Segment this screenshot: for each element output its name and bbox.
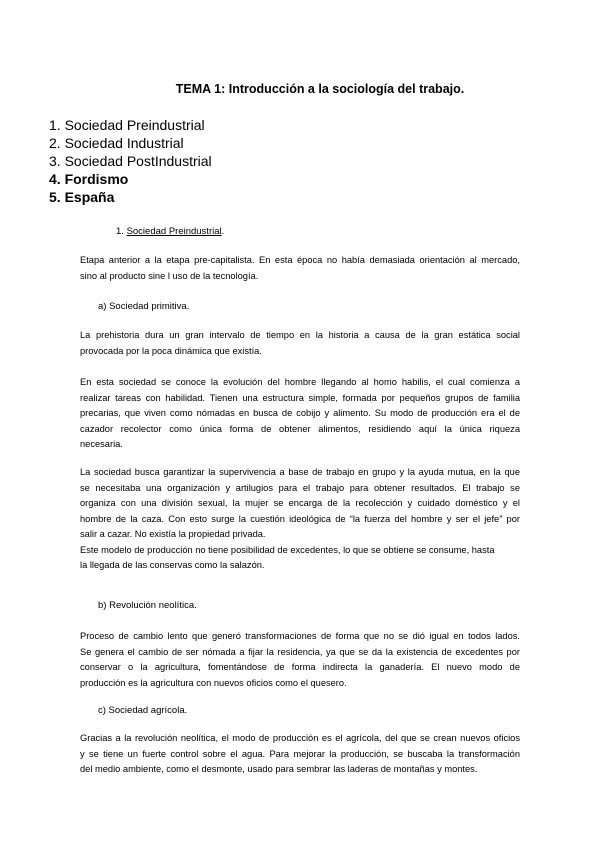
text-line: necesaria. [80, 439, 123, 449]
toc-item: 2. Sociedad Industrial [49, 135, 184, 151]
paragraph-a2 [80, 375, 520, 453]
paragraph-intro [80, 253, 520, 284]
toc-item: 1. Sociedad Preindustrial [49, 117, 205, 133]
text-line: cazador recolector como única forma de obtener alimentos, residiendo aquí la única riqueza [80, 423, 520, 434]
text-line: conservar o la agricultura, fomentándose de forma indirecta la ganadería. El nuevo modo de [80, 662, 520, 672]
table-of-contents [49, 116, 212, 206]
section-suffix: . [221, 226, 225, 237]
subheading-c: c) Sociedad agrícola. [98, 705, 188, 716]
text-line: la llegada de las conservas como la salazón. [80, 560, 265, 570]
text-line: organiza con una división sexual, la mujer se encarga de la recolección y cuidado doméstico y el [80, 498, 520, 508]
section-number: 1. [116, 226, 127, 237]
toc-item: 3. Sociedad PostIndustrial [49, 153, 212, 169]
text-line: precarias, que viven como nómadas en busca de cobijo y alimento. Su modo de producción era el de [80, 408, 520, 418]
text-line: La prehistoria dura un gran intervalo de tiempo en la historia a causa de la gran estática social [80, 330, 520, 340]
text-line: se necesitaba una organización y artilugios para el trabajo para obtener resultados. El trabajo se [80, 482, 520, 493]
text-line: Este modelo de producción no tiene posibilidad de excedentes, lo que se obtiene se consume, hasta [80, 544, 495, 555]
text-line: provocada por la poca dinámica que existía. [80, 345, 262, 356]
text-line: Se genera el cambio de ser nómada a fijar la residencia, ya que se da la existencia de excedentes por [80, 646, 520, 657]
paragraph-c1 [80, 731, 520, 778]
subheading-b: b) Revolución neolítica. [98, 600, 197, 611]
paragraph-a1 [80, 328, 520, 359]
text-line: Proceso de cambio lento que generó transformaciones de forma que no se dió igual en todos lados. [80, 631, 520, 641]
section-title: Sociedad Preindustrial [126, 226, 222, 237]
section-heading-1 [116, 226, 224, 238]
text-line: salir a cazar. No existía la propiedad privada. [80, 529, 266, 539]
text-line: En esta sociedad se conoce la evolución del hombre llegando al homo habilis, el cual comienza a [80, 377, 520, 387]
text-line: Gracias a la revolución neolítica, el modo de producción es el agrícola, del que se crean nuevos oficios [80, 733, 520, 743]
text-line: y se tiene un fuerte control sobre el agua. Para mejorar la producción, se buscaba la transformación [80, 748, 520, 759]
text-line: hombre de la caza. Con esto surge la cuestión ideológica de “la fuerza del hombre y ser el jefe” por [80, 513, 520, 524]
paragraph-a3 [80, 465, 520, 574]
text-line: sino al producto sine l uso de la tecnología. [80, 270, 259, 281]
text-line: La sociedad busca garantizar la supervivencia a base de trabajo en grupo y la ayuda mutua, en la que [80, 467, 520, 477]
toc-item: 5. España [49, 189, 115, 205]
page-title: TEMA 1: Introducción a la sociología del trabajo. [175, 82, 465, 96]
paragraph-b1 [80, 629, 520, 691]
text-line: realizar tareas con habilidad. Tienen una estructura simple, formada por pequeños grupos de familia [80, 392, 520, 403]
text-line: producción es la agricultura con nuevos oficios como el quesero. [80, 677, 347, 688]
toc-item: 4. Fordismo [49, 171, 129, 187]
text-line: del medio ambiente, como el desmonte, usado para sembrar las laderas de montañas y montes. [80, 764, 478, 774]
subheading-a: a) Sociedad primitiva. [98, 301, 190, 312]
text-line: Etapa anterior a la etapa pre-capitalista. En esta época no había demasiada orientación al mercado, [80, 255, 520, 265]
